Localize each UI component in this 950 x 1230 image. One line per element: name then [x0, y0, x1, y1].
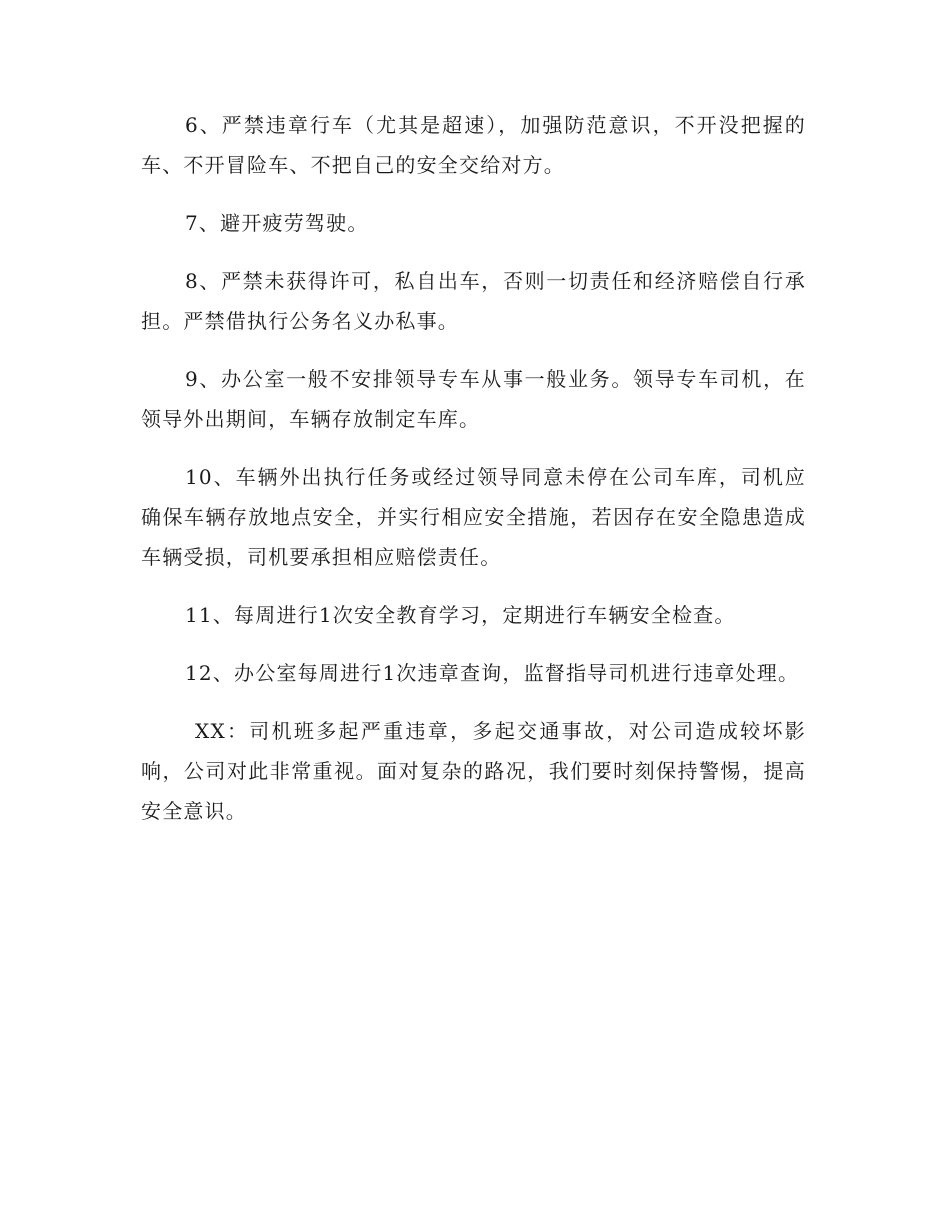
- rule-item-8: 8、严禁未获得许可，私自出车，否则一切责任和经济赔偿自行承担。严禁借执行公务名义办私事。: [141, 269, 806, 333]
- document-page: [141, 105, 806, 849]
- rule-item-9: 9、办公室一般不安排领导专车从事一般业务。领导专车司机，在领导外出期间，车辆存放制定车库。: [141, 367, 806, 431]
- rule-item-7: 7、避开疲劳驾驶。: [185, 211, 369, 235]
- rule-item-6: 6、严禁违章行车（尤其是超速），加强防范意识，不开没把握的车、不开冒险车、不把自己的安全交给对方。: [141, 113, 806, 177]
- summary-paragraph: XX：司机班多起严重违章，多起交通事故，对公司造成较坏影响，公司对此非常重视。面对复杂的路况，我们要时刻保持警惕，提高安全意识。: [141, 719, 806, 823]
- rule-item-10: 10、车辆外出执行任务或经过领导同意未停在公司车库，司机应确保车辆存放地点安全，并实行相应安全措施，若因存在安全隐患造成车辆受损，司机要承担相应赔偿责任。: [141, 465, 806, 569]
- rule-item-11: 11、每周进行1次安全教育学习，定期进行车辆安全检查。: [185, 603, 736, 627]
- rule-item-12: 12、办公室每周进行1次违章查询，监督指导司机进行违章处理。: [185, 661, 800, 685]
